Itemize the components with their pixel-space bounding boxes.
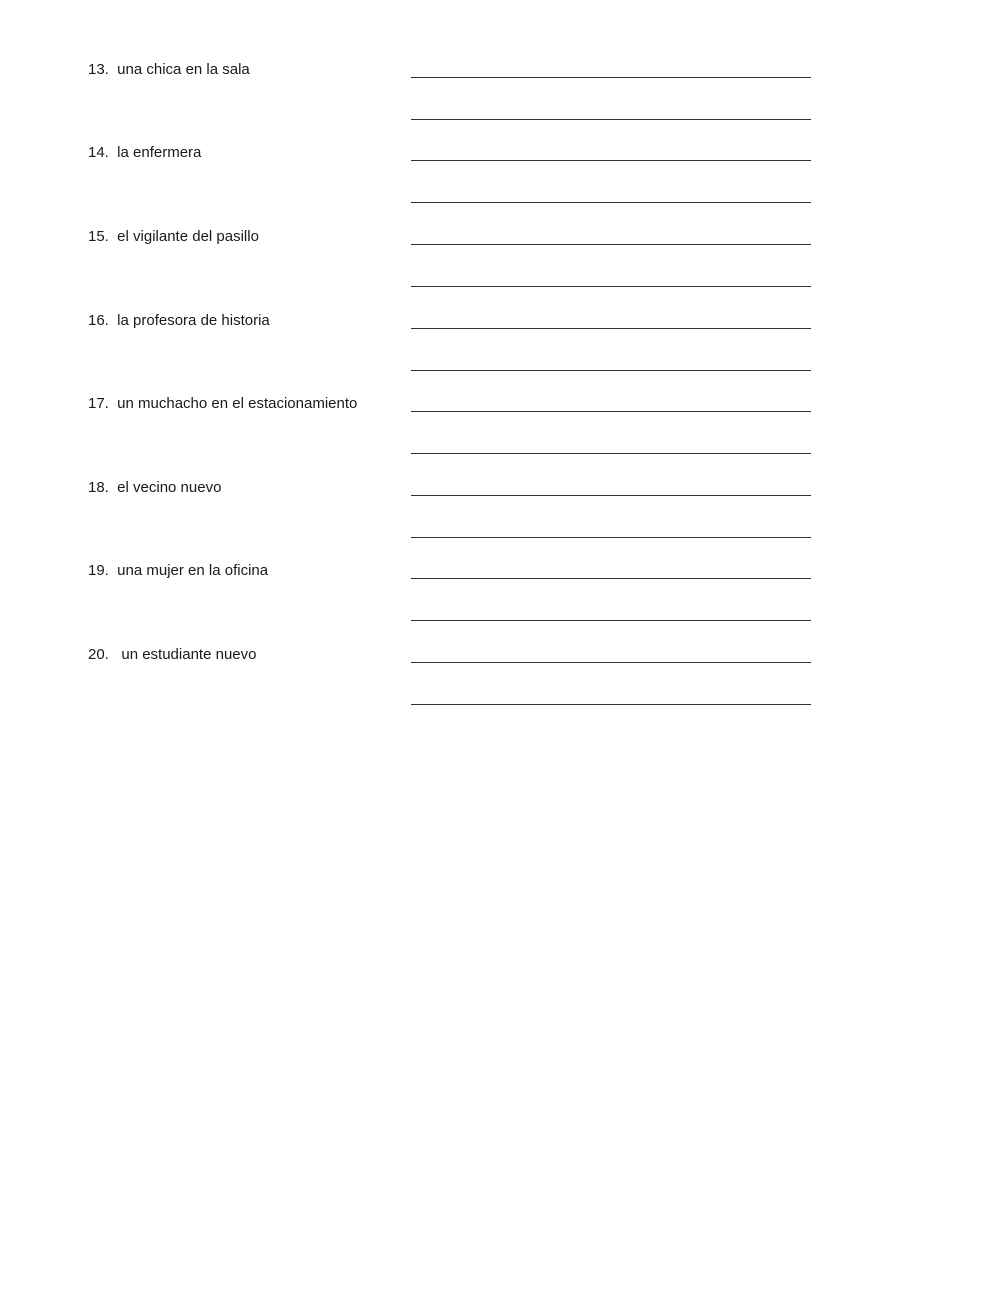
worksheet-item-14 — [0, 144, 1000, 228]
item-prompt: 17. un muchacho en el estacionamiento — [88, 395, 358, 412]
answer-line — [411, 537, 811, 538]
answer-line — [411, 662, 811, 663]
item-prompt: 18. el vecino nuevo — [88, 479, 222, 496]
worksheet-item-20 — [0, 646, 1000, 730]
answer-line — [411, 578, 811, 579]
answer-line — [411, 160, 811, 161]
answer-line — [411, 328, 811, 329]
item-prompt: 15. el vigilante del pasillo — [88, 228, 259, 245]
worksheet-item-18 — [0, 479, 1000, 563]
answer-line — [411, 244, 811, 245]
worksheet-item-16 — [0, 312, 1000, 396]
item-prompt: 14. la enfermera — [88, 144, 202, 161]
answer-line — [411, 704, 811, 705]
answer-line — [411, 286, 811, 287]
answer-line — [411, 119, 811, 120]
item-prompt: 20. un estudiante nuevo — [88, 646, 257, 663]
answer-line — [411, 370, 811, 371]
item-prompt: 19. una mujer en la oficina — [88, 562, 269, 579]
item-prompt: 13. una chica en la sala — [88, 61, 250, 78]
item-prompt: 16. la profesora de historia — [88, 312, 270, 329]
answer-line — [411, 453, 811, 454]
answer-line — [411, 77, 811, 78]
answer-line — [411, 495, 811, 496]
worksheet-item-15 — [0, 228, 1000, 312]
answer-line — [411, 411, 811, 412]
worksheet-item-13 — [0, 61, 1000, 145]
worksheet-item-17 — [0, 395, 1000, 479]
answer-line — [411, 202, 811, 203]
answer-line — [411, 620, 811, 621]
worksheet-item-19 — [0, 562, 1000, 646]
